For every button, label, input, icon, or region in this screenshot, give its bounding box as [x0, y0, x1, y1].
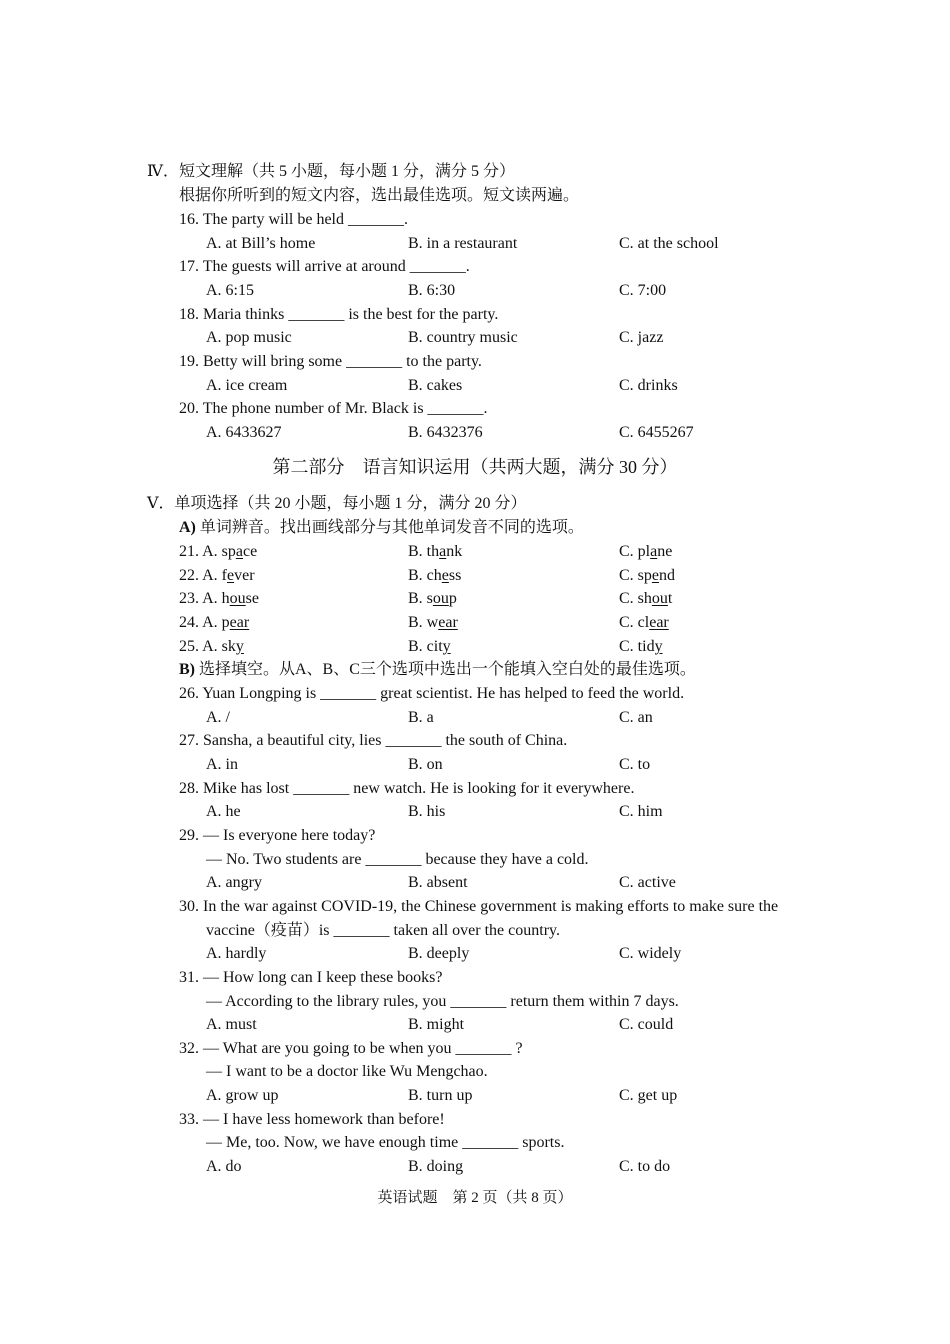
- underlined-letters: y: [442, 638, 451, 655]
- phonetic-option-c: C. plane: [619, 543, 673, 560]
- phonetic-option-a: 21. A. space: [179, 543, 258, 560]
- option-c: C. an: [619, 709, 653, 726]
- phonetic-option-c: C. clear: [619, 614, 669, 631]
- option-c: C. 7:00: [619, 282, 667, 299]
- part-b-label: B): [179, 661, 195, 678]
- option-b: B. deeply: [408, 945, 470, 962]
- phonetic-option-a: 22. A. fever: [179, 567, 255, 584]
- question-stem: 30. In the war against COVID-19, the Chinese government is making efforts to make sure the: [179, 898, 779, 915]
- option-a: A. in: [206, 756, 238, 773]
- underlined-letters: a: [235, 543, 244, 560]
- underlined-letters: ou: [651, 590, 668, 607]
- option-b: B. might: [408, 1016, 465, 1033]
- underlined-letters: ou: [432, 590, 449, 607]
- part-a-label: A): [179, 519, 196, 536]
- underlined-letters: a: [439, 543, 447, 560]
- question-stem-line-2: — I want to be a doctor like Wu Mengchao.: [206, 1063, 488, 1080]
- option-a: A. 6433627: [206, 424, 282, 441]
- phonetic-option-b: B. chess: [408, 567, 462, 584]
- option-a: A. pop music: [206, 329, 292, 346]
- part-a-text: 单词辨音。找出画线部分与其他单词发音不同的选项。: [199, 519, 584, 536]
- option-a: A. at Bill’s home: [206, 235, 316, 252]
- phonetic-option-a: 25. A. sky: [179, 638, 244, 655]
- question-stem-line-2: — No. Two students are _______ because they have a cold.: [206, 851, 589, 868]
- option-b: B. doing: [408, 1158, 464, 1175]
- option-b: B. in a restaurant: [408, 235, 518, 252]
- underlined-letters: ou: [229, 590, 246, 607]
- phonetic-option-a: 24. A. pear: [179, 614, 250, 631]
- phonetic-option-b: B. soup: [408, 590, 457, 607]
- option-c: C. widely: [619, 945, 682, 962]
- question-stem: 28. Mike has lost _______ new watch. He is looking for it everywhere.: [179, 780, 635, 797]
- phonetic-option-b: B. wear: [408, 614, 458, 631]
- question-stem: 19. Betty will bring some _______ to the party.: [179, 353, 482, 370]
- option-a: A. 6:15: [206, 282, 254, 299]
- option-b: B. on: [408, 756, 443, 773]
- question-stem-line-2: — Me, too. Now, we have enough time _______ sports.: [206, 1134, 565, 1151]
- option-b: B. cakes: [408, 377, 463, 394]
- section-4-title: Ⅳ．短文理解（共 5 小题，每小题 1 分，满分 5 分）: [147, 163, 515, 180]
- option-a: A. do: [206, 1158, 242, 1175]
- option-a: A. must: [206, 1016, 257, 1033]
- option-c: C. to do: [619, 1158, 671, 1175]
- part-b-instruction: [179, 660, 696, 680]
- underlined-letters: e: [441, 567, 449, 584]
- option-b: B. a: [408, 709, 434, 726]
- phonetic-option-c: C. tidy: [619, 638, 663, 655]
- option-a: A. angry: [206, 874, 262, 891]
- question-stem: 27. Sansha, a beautiful city, lies _______ the south of China.: [179, 732, 568, 749]
- section-5-title: Ⅴ．单项选择（共 20 小题，每小题 1 分，满分 20 分）: [147, 495, 527, 512]
- part-a-instruction: [179, 518, 584, 538]
- page-footer: 英语试题 第 2 页（共 8 页）: [377, 1190, 573, 1206]
- option-c: C. at the school: [619, 235, 719, 252]
- option-b: B. turn up: [408, 1087, 473, 1104]
- option-b: B. 6432376: [408, 424, 483, 441]
- question-stem: 26. Yuan Longping is _______ great scientist. He has helped to feed the world.: [179, 685, 685, 702]
- underlined-letters: y: [235, 638, 244, 655]
- underlined-letters: ear: [649, 614, 669, 631]
- question-stem-line-2: — According to the library rules, you _______ return them within 7 days.: [206, 993, 679, 1010]
- underlined-letters: ear: [229, 614, 250, 631]
- option-c: C. 6455267: [619, 424, 694, 441]
- question-stem: 32. — What are you going to be when you _______ ?: [179, 1040, 523, 1057]
- phonetic-option-b: B. thank: [408, 543, 463, 560]
- underlined-letters: a: [650, 543, 658, 560]
- question-stem: 16. The party will be held _______.: [179, 211, 408, 228]
- underlined-letters: y: [654, 638, 663, 655]
- option-c: C. could: [619, 1016, 674, 1033]
- option-a: A. grow up: [206, 1087, 279, 1104]
- option-a: A. he: [206, 803, 241, 820]
- question-stem: 17. The guests will arrive at around _______.: [179, 258, 470, 275]
- question-stem: 29. — Is everyone here today?: [179, 827, 376, 844]
- question-stem: 18. Maria thinks _______ is the best for the party.: [179, 306, 499, 323]
- option-a: A. ice cream: [206, 377, 288, 394]
- option-c: C. drinks: [619, 377, 678, 394]
- option-b: B. 6:30: [408, 282, 456, 299]
- phonetic-option-c: C. shout: [619, 590, 673, 607]
- part-b-text: 选择填空。从A、B、C三个选项中选出一个能填入空白处的最佳选项。: [199, 661, 696, 678]
- option-a: A. hardly: [206, 945, 267, 962]
- option-c: C. to: [619, 756, 651, 773]
- option-c: C. him: [619, 803, 663, 820]
- question-stem: 20. The phone number of Mr. Black is _______.: [179, 400, 488, 417]
- underlined-letters: e: [651, 567, 660, 584]
- phonetic-option-a: 23. A. house: [179, 590, 259, 607]
- underlined-letters: ear: [438, 614, 458, 631]
- option-a: A. /: [206, 709, 230, 726]
- question-stem: 33. — I have less homework than before!: [179, 1111, 445, 1128]
- question-stem: 31. — How long can I keep these books?: [179, 969, 443, 986]
- part-2-title: 第二部分 语言知识运用（共两大题，满分 30 分）: [272, 457, 678, 477]
- phonetic-option-b: B. city: [408, 638, 451, 655]
- section-4-instruction: 根据你所听到的短文内容，选出最佳选项。短文读两遍。: [179, 187, 580, 204]
- option-b: B. his: [408, 803, 446, 820]
- phonetic-option-c: C. spend: [619, 567, 676, 584]
- option-b: B. country music: [408, 329, 518, 346]
- option-c: C. get up: [619, 1087, 678, 1104]
- option-c: C. jazz: [619, 329, 664, 346]
- option-c: C. active: [619, 874, 676, 891]
- question-stem-line-2: vaccine（疫苗）is _______ taken all over the country.: [206, 922, 560, 939]
- underlined-letters: e: [227, 567, 235, 584]
- option-b: B. absent: [408, 874, 468, 891]
